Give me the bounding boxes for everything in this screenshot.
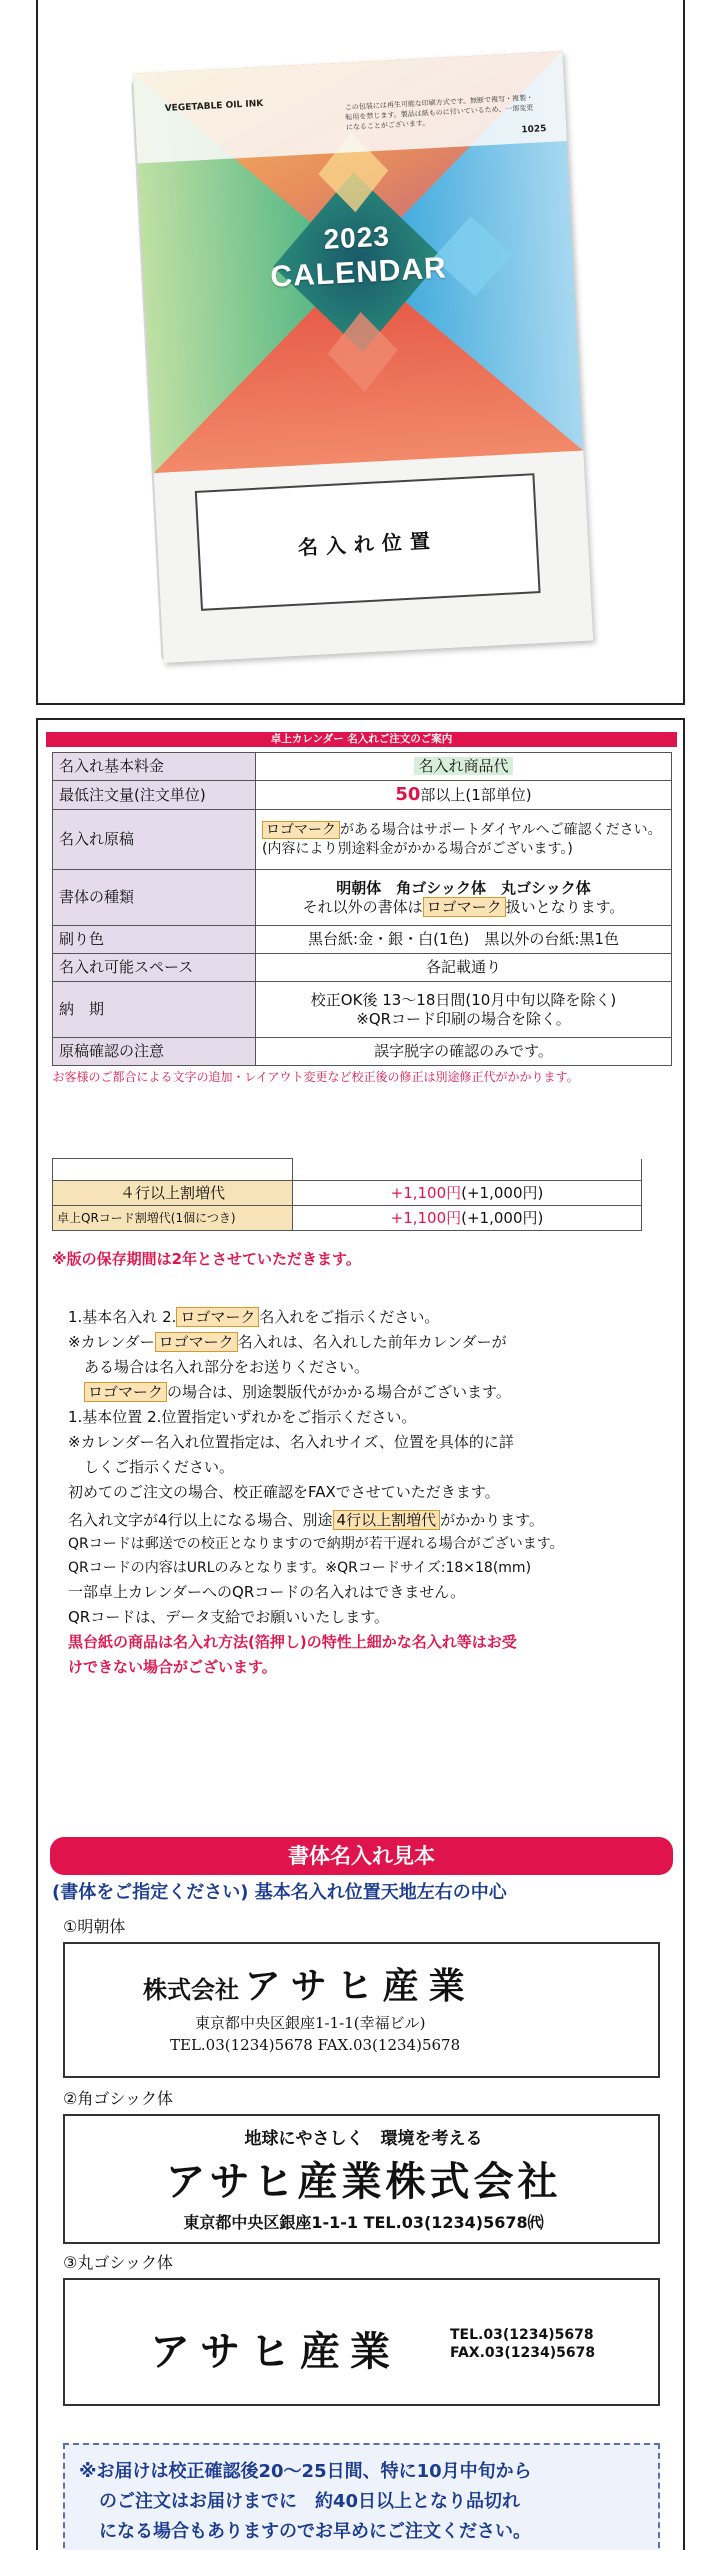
notice-line: ※お届けは校正確認後20～25日間、特に10月中旬から: [79, 2461, 532, 2482]
order-info-frame: [36, 718, 685, 2550]
spec-label: 納 期: [53, 982, 256, 1038]
calendar-title: CALENDAR: [269, 251, 448, 294]
instruction-text: の場合は、別途製版代がかかる場合がございます。: [167, 1383, 511, 1401]
spec-label: 最低注文量(注文単位): [53, 781, 256, 810]
spec-label: 名入れ原稿: [53, 810, 256, 870]
sample-company-prefix: 株式会社: [143, 1975, 239, 2004]
product-code: 1025: [521, 124, 547, 136]
sample-address: 東京都中央区銀座1-1-1 TEL.03(1234)5678㈹: [183, 2213, 544, 2232]
sample-heading: ③丸ゴシック体: [63, 2253, 174, 2272]
table-row: [53, 810, 672, 870]
spec-value: [256, 982, 672, 1038]
spec-label: 原稿確認の注意: [53, 1038, 256, 1066]
spec-value: 誤字脱字の確認のみです。: [256, 1038, 672, 1066]
logo-mark-tag: ロゴマーク: [155, 1332, 238, 1352]
maru-gothic-sample-box: [63, 2278, 660, 2406]
instruction-line: [68, 1331, 507, 1353]
delivery-qr-note: ※QRコード印刷の場合を除く。: [356, 1009, 571, 1028]
table-row: [53, 1181, 642, 1206]
base-price-value: 名入れ商品代: [414, 757, 512, 775]
package-fine-print: この包装には再生可能な印刷方式です。無断で複写・複製・転用を禁じます。製品は紙ものに付いているため、一部変更になることがございます。: [344, 93, 534, 132]
sample-company-name: アサヒ産業: [244, 1965, 475, 2007]
spec-value: [256, 870, 672, 926]
sample-tagline: 地球にやさしく 環境を考える: [244, 2129, 483, 2149]
sample-company: アサヒ産業: [150, 2329, 400, 2375]
plate-keep-note: ※版の保存期間は2年とさせていただきます。: [52, 1250, 361, 1268]
table-row: [53, 982, 672, 1038]
delivery-notice: [79, 2457, 532, 2547]
logo-mark-tag: ロゴマーク: [423, 897, 506, 917]
instruction-line: QRコードは、データ支給でお願いいたします。: [68, 1608, 390, 1626]
sample-company: アサヒ産業株式会社: [165, 2159, 562, 2205]
surcharge-amount: +1,100円: [390, 1209, 462, 1227]
spec-table: [52, 752, 672, 1089]
spec-value: 黒台紙:金・銀・白(1色) 黒以外の台紙:黒1色: [256, 926, 672, 954]
spec-value: [256, 753, 672, 781]
logo-mark-tag: ロゴマーク: [262, 821, 340, 839]
font-sample-title: 書体名入れ見本: [50, 1837, 673, 1875]
spec-label: 名入れ可能スペース: [53, 954, 256, 982]
table-row: [53, 753, 672, 781]
instruction-line: 1.基本位置 2.位置指定いずれかをご指示ください。: [68, 1408, 417, 1426]
name-position-box: 名入れ位置: [195, 473, 541, 611]
font-other-text-a: それ以外の書体は: [302, 897, 423, 916]
instruction-text: 名入れ文字が4行以上になる場合、別途: [68, 1511, 333, 1529]
product-image-frame: [36, 0, 685, 705]
sample-tel: TEL.03(1234)5678: [450, 2327, 594, 2343]
instruction-line: [84, 1381, 511, 1403]
sample-heading: ②角ゴシック体: [63, 2089, 174, 2108]
spec-value: [256, 810, 672, 870]
sample-address: 東京都中央区銀座1-1-1(幸福ビル): [195, 2014, 426, 2032]
sample-contact: [450, 2326, 595, 2362]
instruction-line: [68, 1509, 544, 1531]
table-row: [53, 870, 672, 926]
vegetable-oil-ink-logo: VEGETABLE OIL INK: [164, 98, 264, 115]
delivery-notice-box: [63, 2443, 660, 2550]
instruction-text: ※カレンダー: [68, 1333, 155, 1351]
calendar-package: [133, 51, 593, 663]
logo-mark-tag: ロゴマーク: [176, 1307, 259, 1327]
surcharge-sub: (+1,000円): [461, 1184, 544, 1202]
spec-label: 刷り色: [53, 926, 256, 954]
table-row: [53, 926, 672, 954]
spec-note: お客様のご都合による文字の追加・レイアウト変更など校正後の修正は別途修正代がかかります。: [52, 1070, 579, 1084]
instruction-line: ある場合は名入れ部分をお送りください。: [84, 1358, 370, 1376]
font-types-line: 明朝体 角ゴシック体 丸ゴシック体: [336, 878, 591, 897]
instruction-line: QRコードの内容はURLのみとなります。※QRコードサイズ:18×18(mm): [68, 1560, 532, 1576]
table-row: [53, 954, 672, 982]
mincho-sample-box: [63, 1942, 660, 2078]
font-other-text-b: 扱いとなります。: [505, 897, 625, 916]
surcharge-tag: 4行以上割増代: [333, 1510, 441, 1530]
instruction-text: 1.基本名入れ 2.: [68, 1308, 177, 1326]
kaku-gothic-sample-box: [63, 2114, 660, 2244]
instruction-text: がかかります。: [440, 1511, 544, 1529]
spec-value: [256, 781, 672, 810]
surcharge-table: [52, 1158, 642, 1231]
surcharge-sub: (+1,000円): [461, 1209, 544, 1227]
spec-label: 書体の種類: [53, 870, 256, 926]
calendar-year: 2023: [322, 220, 391, 255]
surcharge-label: 卓上QRコード割増代(1個につき): [53, 1206, 293, 1231]
sample-tel: TEL.03(1234)5678 FAX.03(1234)5678: [170, 2036, 461, 2054]
instruction-line: 一部卓上カレンダーへのQRコードの名入れはできません。: [68, 1583, 466, 1601]
table-row: [53, 1038, 672, 1066]
instruction-text: 名入れをご指示ください。: [259, 1308, 440, 1326]
delivery-line: 校正OK後 13～18日間(10月中旬以降を除く): [310, 990, 617, 1009]
surcharge-value: [293, 1206, 642, 1231]
surcharge-value: [293, 1181, 642, 1206]
surcharge-label: ４行以上割増代: [53, 1181, 293, 1206]
order-guide-header: 卓上カレンダー 名入れご注文のご案内: [46, 732, 677, 747]
notice-line: になる場合もありますのでお早めにご注文ください。: [99, 2521, 531, 2542]
instruction-line: ※カレンダー名入れ位置指定は、名入れサイズ、位置を具体的に詳: [68, 1433, 514, 1451]
instruction-line: [68, 1306, 439, 1328]
instruction-line: 初めてのご注文の場合、校正確認をFAXでさせていただきます。: [68, 1483, 500, 1501]
notice-line: のご注文はお届けまでに 約40日以上となり品切れ: [99, 2491, 521, 2512]
sample-fax: FAX.03(1234)5678: [450, 2345, 596, 2361]
manuscript-text: がある場合はサポートダイヤルへご確認ください。(内容により別途料金がかかる場合がございます。): [262, 821, 662, 857]
instruction-line: QRコードは郵送での校正となりますので納期が若干遅れる場合がございます。: [68, 1536, 564, 1552]
table-row: [53, 1206, 642, 1231]
table-row: [53, 1066, 672, 1090]
sample-heading: ①明朝体: [63, 1917, 126, 1936]
calendar-product-image: [148, 62, 628, 652]
min-order-number: 50: [395, 784, 421, 805]
instruction-text: 名入れは、名入れした前年カレンダーが: [237, 1333, 507, 1351]
instruction-line: しくご指示ください。: [84, 1458, 235, 1476]
logo-mark-tag: ロゴマーク: [84, 1382, 167, 1402]
spec-value: 各記載通り: [256, 954, 672, 982]
table-row: [53, 1159, 642, 1181]
spec-label: 名入れ基本料金: [53, 753, 256, 781]
instruction-warning: 黒台紙の商品は名入れ方法(箔押し)の特性上細かな名入れ等はお受: [68, 1633, 517, 1651]
surcharge-amount: +1,100円: [390, 1184, 462, 1202]
font-sample-subtitle: (書体をご指定ください) 基本名入れ位置天地左右の中心: [52, 1882, 507, 1903]
min-order-text: 部以上(1部単位): [420, 786, 532, 804]
sample-company: [143, 1958, 475, 2009]
table-row: [53, 781, 672, 810]
instruction-warning: けできない場合がございます。: [68, 1658, 277, 1676]
